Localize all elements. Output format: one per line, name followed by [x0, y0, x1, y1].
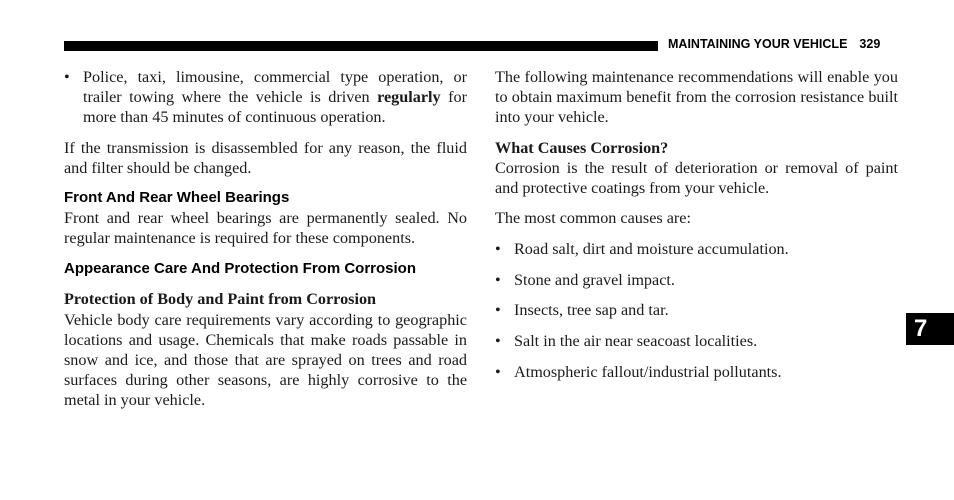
wheel-bearings-heading: Front And Rear Wheel Bearings	[64, 189, 290, 207]
page-number: 329	[859, 37, 881, 51]
list-item	[495, 239, 898, 259]
wheel-bearings-paragraph: Front and rear wheel bearings are permanently sealed. No regular maintenance is required for these components.	[64, 209, 467, 248]
causes-heading: What Causes Corrosion?	[495, 138, 669, 157]
appearance-heading: Appearance Care And Protection From Corrosion	[64, 260, 417, 278]
bullet-text: Police, taxi, limousine, commercial type operation, or trailer towing where the vehicle is driven	[83, 68, 467, 107]
list-item	[495, 270, 898, 290]
right-column	[495, 67, 898, 382]
running-header	[668, 37, 880, 53]
common-causes-intro: The most common causes are:	[495, 209, 691, 228]
bullet-text-rest: for more than 45 minutes of continuous operation.	[83, 88, 467, 127]
list-item-text: Salt in the air near seacoast localities.	[514, 332, 758, 351]
list-item	[64, 67, 467, 128]
transmission-paragraph: If the transmission is disassembled for any reason, the fluid and filter should be changed.	[64, 138, 467, 177]
header-rule	[64, 41, 658, 51]
left-column	[64, 67, 467, 411]
bullet-dot: •	[495, 362, 501, 381]
list-item	[495, 362, 898, 382]
protection-paragraph: Vehicle body care requirements vary according to geographic locations and usage. Chemicals that make roads passable in snow and ice, and those that are sprayed on trees and road surfaces during other seasons, are highly corrosive to the metal in your vehicle.	[64, 310, 467, 410]
protection-subheading: Protection of Body and Paint from Corrosion	[64, 290, 377, 309]
bullet-emphasis: regularly	[377, 88, 441, 107]
causes-paragraph: Corrosion is the result of deterioration or removal of paint and protective coatings from your vehicle.	[495, 158, 898, 198]
list-item	[495, 300, 898, 320]
causes-list	[495, 239, 898, 382]
chapter-tab: 7	[906, 313, 954, 345]
list-item-text: Insects, tree sap and tar.	[514, 301, 669, 320]
bullet-dot: •	[495, 332, 501, 351]
list-item-text: Stone and gravel impact.	[514, 270, 675, 289]
intro-paragraph: The following maintenance recommendations will enable you to obtain maximum benefit from the corrosion resistance built into your vehicle.	[495, 68, 898, 127]
bullet-dot: •	[495, 270, 501, 289]
section-title: MAINTAINING YOUR VEHICLE	[668, 37, 848, 51]
list-item-text: Atmospheric fallout/industrial pollutants.	[514, 362, 782, 381]
bullet-dot: •	[495, 301, 501, 320]
bullet-dot: •	[64, 68, 70, 86]
bullet-dot: •	[495, 239, 501, 258]
list-item-text: Road salt, dirt and moisture accumulation.	[514, 239, 789, 258]
list-item	[495, 331, 898, 351]
